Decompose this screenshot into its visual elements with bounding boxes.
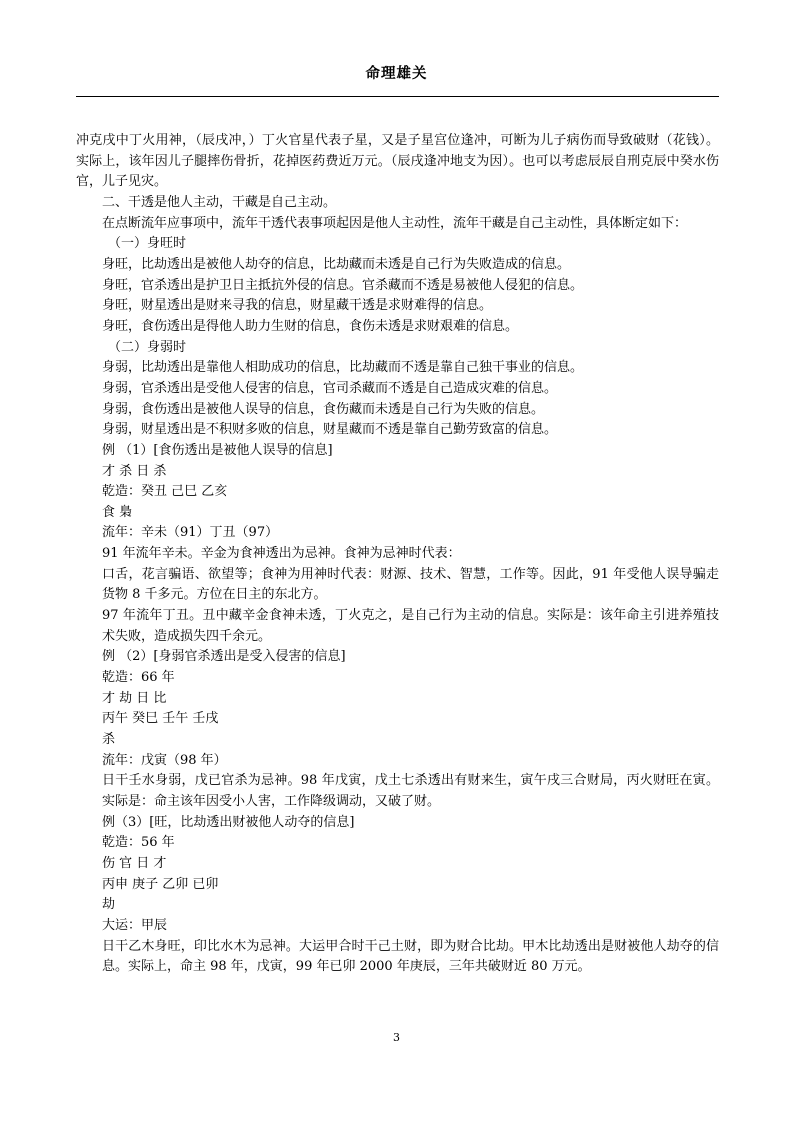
body-paragraph: 劫 xyxy=(102,897,116,913)
body-paragraph: 例 （2）[身弱官杀透出是受入侵害的信息] xyxy=(102,649,346,665)
body-paragraph: 91 年流年辛未。辛金为食神透出为忌神。食神为忌神时代表： xyxy=(102,546,461,562)
body-paragraph: 身旺，财星透出是财来寻我的信息，财星藏干透是求财难得的信息。 xyxy=(102,298,493,314)
body-paragraph: 乾造：癸丑 己巳 乙亥 xyxy=(102,484,228,500)
body-paragraph: 身弱，官杀透出是受他人侵害的信息，官司杀藏而不透是自己造成灾难的信息。 xyxy=(102,380,558,396)
body-paragraph: 食 梟 xyxy=(102,504,133,520)
body-paragraph: 日干乙木身旺，印比水木为忌神。大运甲合时干己土财，即为财合比劫。甲木比劫透出是财被他人劫夺的信息。实际上，命主 98 年，戊寅，99 年已卯 2000 年庚辰，三年共破财近 80 万元。 xyxy=(102,938,719,975)
body-paragraph: 乾造：66 年 xyxy=(102,670,175,686)
page-number: 3 xyxy=(393,1031,400,1044)
body-paragraph: （二）身弱时 xyxy=(108,339,187,355)
body-paragraph: 丙午 癸巳 壬午 壬戌 xyxy=(102,711,219,727)
body-paragraph: 丙申 庚子 乙卯 已卯 xyxy=(102,876,219,892)
body-paragraph: 口舌，花言骗语、欲望等；食神为用神时代表：财源、技术、智慧，工作等。因此，91 年受他人误导骗走货物 8 千多元。方位在日主的东北方。 xyxy=(102,566,719,603)
running-header-title: 命理雄关 xyxy=(365,66,428,82)
body-paragraph: 大运：甲辰 xyxy=(102,917,168,933)
body-paragraph: 例 （1）[食伤透出是被他人误导的信息] xyxy=(102,442,333,458)
body-paragraph: 流年：辛未（91）丁丑（97） xyxy=(102,525,279,541)
body-paragraph: 身弱，比劫透出是靠他人相助成功的信息，比劫藏而不透是靠自己独干事业的信息。 xyxy=(102,360,584,376)
body-paragraph: 冲克戌中丁火用神，（辰戌冲，）丁火官星代表子星，又是子星宫位逢冲，可断为儿子病伤而导致破财（花钱）。实际上，该年因儿子腿摔伤骨折，花掉医药费近万元。（辰戌逢冲地支为因）。也可以考虑辰辰自刑克辰中癸水伤官，儿子见灾。 xyxy=(76,133,719,190)
document-body xyxy=(76,131,719,978)
body-paragraph: 日干壬水身弱，戊已官杀为忌神。98 年戊寅，戊土七杀透出有财来生，寅午戌三合财局，丙火财旺在寅。实际是：命主该年因受小人害，工作降级调动，又破了财。 xyxy=(102,773,719,809)
body-paragraph: 流年：戊寅（98 年） xyxy=(102,752,227,768)
body-paragraph: 才 劫 日 比 xyxy=(102,690,167,706)
body-paragraph: 身旺，官杀透出是护卫日主抵抗外侵的信息。官杀藏而不透是易被他人侵犯的信息。 xyxy=(102,277,584,293)
body-paragraph: 在点断流年应事项中，流年干透代表事项起因是他人主动性，流年干藏是自己主动性，具体断定如下： xyxy=(102,215,688,231)
body-paragraph: 杀 xyxy=(102,732,116,748)
body-paragraph: 身旺，比劫透出是被他人劫夺的信息，比劫藏而未透是自己行为失败造成的信息。 xyxy=(102,256,571,272)
body-paragraph: 身弱，财星透出是不积财多败的信息，财星藏而不透是靠自己勤劳致富的信息。 xyxy=(102,422,558,438)
body-paragraph: 97 年流年丁丑。丑中藏辛金食神未透，丁火克之，是自己行为主动的信息。实际是：该年命主引进养殖技术失败，造成损失四千余元。 xyxy=(102,608,719,644)
body-paragraph: （一）身旺时 xyxy=(108,236,187,252)
body-paragraph: 二、干透是他人主动，干藏是自己主动。 xyxy=(102,194,337,210)
body-paragraph: 身旺，食伤透出是得他人助力生财的信息，食伤未透是求财艰难的信息。 xyxy=(102,318,519,334)
body-paragraph: 才 杀 日 杀 xyxy=(102,463,167,479)
body-paragraph: 例（3）[旺，比劫透出财被他人动夺的信息] xyxy=(102,814,355,830)
body-paragraph: 身弱，食伤透出是被他人误导的信息，食伤藏而未透是自己行为失败的信息。 xyxy=(102,401,545,417)
body-paragraph: 乾造：56 年 xyxy=(102,835,175,851)
body-paragraph: 伤 官 日 才 xyxy=(102,855,167,871)
header-divider xyxy=(76,96,719,97)
